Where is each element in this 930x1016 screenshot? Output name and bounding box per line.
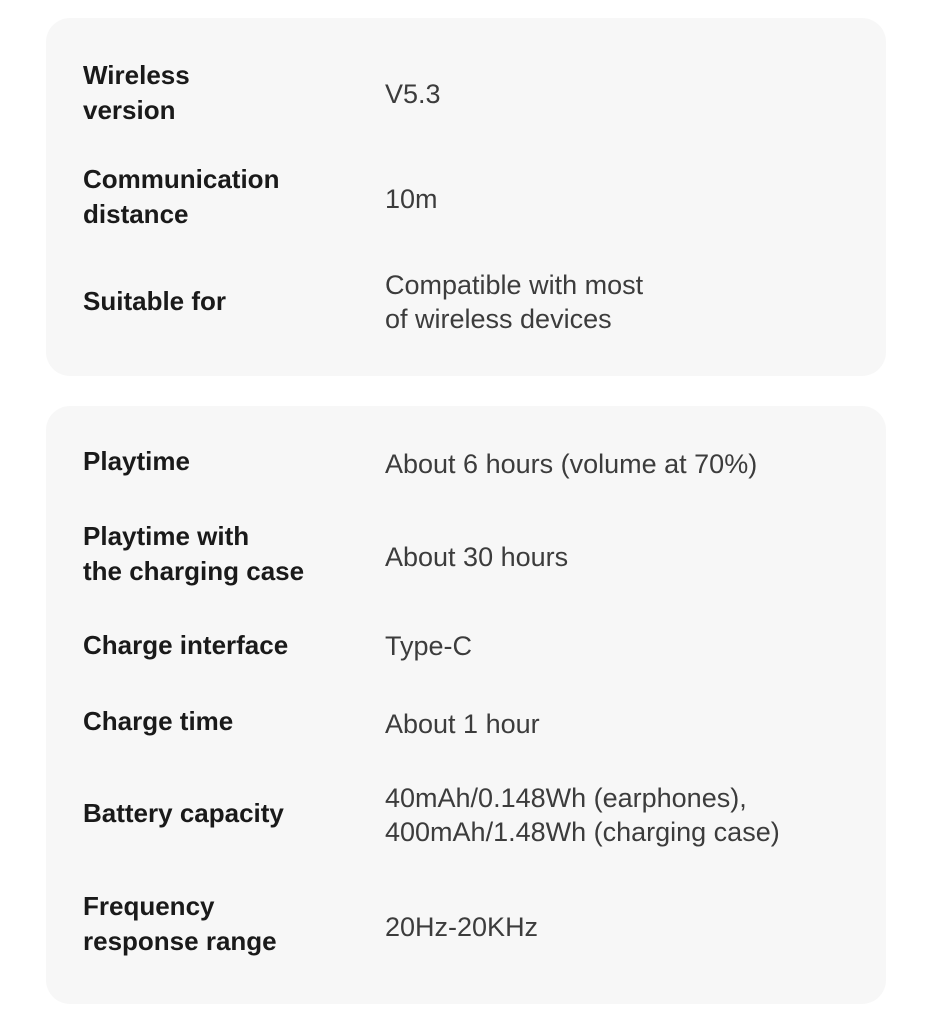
spec-value: About 30 hours — [385, 542, 569, 572]
spec-value: About 1 hour — [385, 709, 540, 739]
spec-value: 20Hz-20KHz — [385, 912, 539, 942]
spec-label: Playtime — [83, 446, 190, 476]
spec-value: Type-C — [385, 631, 473, 661]
spec-value: Compatible with most of wireless devices — [385, 270, 644, 334]
spec-label: Charge time — [83, 706, 234, 736]
spec-label: Battery capacity — [83, 798, 284, 828]
spec-label: Charge interface — [83, 630, 289, 660]
spec-value: 10m — [385, 184, 438, 214]
spec-value: 40mAh/0.148Wh (earphones), 400mAh/1.48Wh (charging case) — [385, 783, 780, 847]
spec-value: About 6 hours (volume at 70%) — [385, 449, 758, 479]
spec-value: V5.3 — [385, 79, 441, 109]
spec-card-connectivity — [46, 18, 886, 376]
spec-label: Suitable for — [83, 286, 227, 316]
spec-label: Wireless version — [83, 60, 190, 125]
spec-label: Frequency response range — [83, 891, 277, 956]
spec-card-battery — [46, 406, 886, 1004]
spec-label: Playtime with the charging case — [83, 521, 305, 586]
spec-label: Communication distance — [83, 164, 280, 229]
